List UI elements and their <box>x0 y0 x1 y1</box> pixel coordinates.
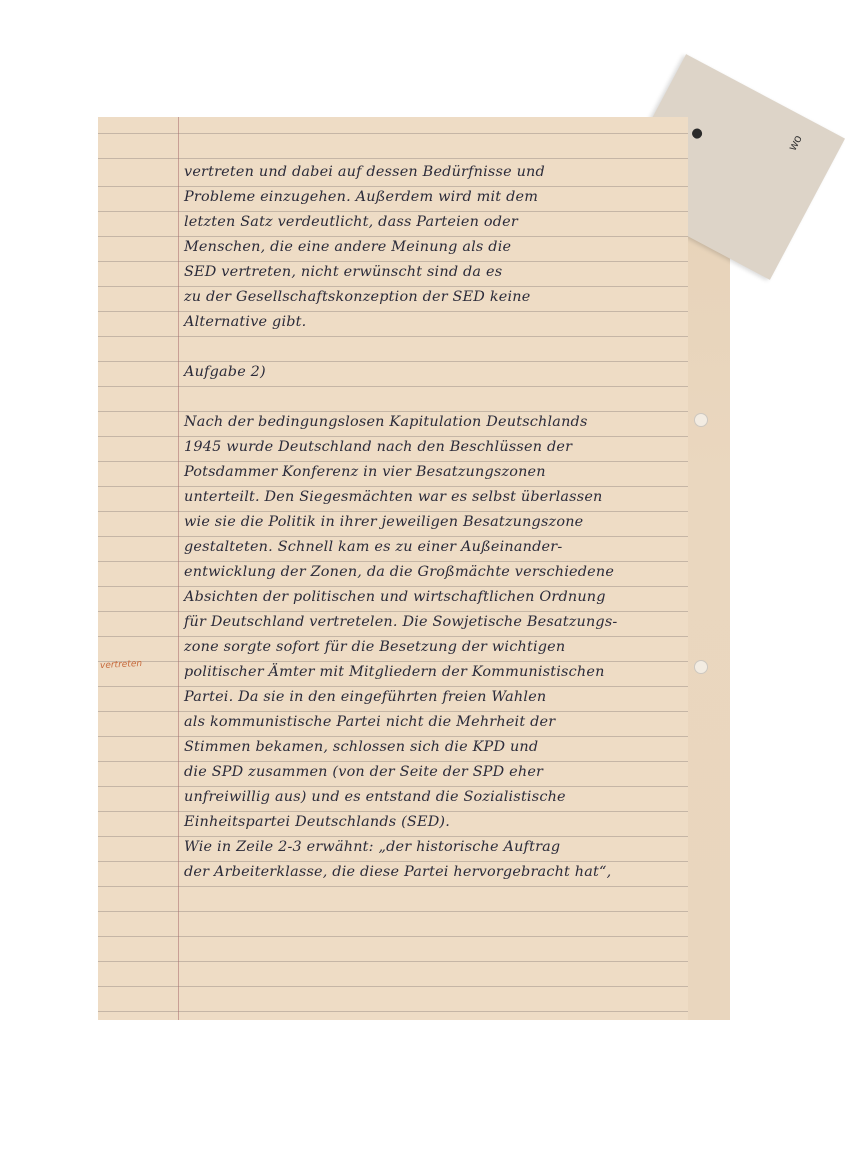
blank-line <box>184 385 704 410</box>
text-line: 1945 wurde Deutschland nach den Beschlüssen der <box>184 439 573 455</box>
text-line: unfreiwillig aus) und es entstand die Sozialistische <box>184 789 566 805</box>
text-line: Wie in Zeile 2-3 erwähnt: „der historische Auftrag <box>184 839 561 855</box>
text-line: für Deutschland vertretelen. Die Sowjetische Besatzungs- <box>184 614 618 630</box>
text-line: Partei. Da sie in den eingeführten freien Wahlen <box>184 689 547 705</box>
text-line: Nach der bedingungslosen Kapitulation Deutschlands <box>184 414 588 430</box>
margin-line <box>178 117 179 1020</box>
text-line: gestalteten. Schnell kam es zu einer Außeinander- <box>184 539 563 555</box>
notebook-photo <box>98 117 805 1020</box>
text-line: die SPD zusammen (von der Seite der SPD eher <box>184 764 544 780</box>
text-line: Potsdammer Konferenz in vier Besatzungszonen <box>184 464 546 480</box>
text-line: Aufgabe 2) <box>184 364 266 380</box>
text-line: Einheitspartei Deutschlands (SED). <box>184 814 451 830</box>
text-line: unterteilt. Den Siegesmächten war es selbst überlassen <box>184 489 603 505</box>
blank-line <box>184 335 704 360</box>
text-line: letzten Satz verdeutlicht, dass Parteien oder <box>184 214 518 230</box>
text-line: zu der Gesellschaftskonzeption der SED keine <box>184 289 531 305</box>
text-line: Alternative gibt. <box>184 314 307 330</box>
text-line: Menschen, die eine andere Meinung als die <box>184 239 512 255</box>
text-line: SED vertreten, nicht erwünscht sind da es <box>184 264 503 280</box>
lined-paper-sheet <box>98 117 688 1020</box>
text-line: vertreten und dabei auf dessen Bedürfnisse und <box>184 164 545 180</box>
text-line: Absichten der politischen und wirtschaftlichen Ordnung <box>184 589 606 605</box>
text-line: Stimmen bekamen, schlossen sich die KPD und <box>184 739 539 755</box>
handwritten-text <box>184 160 704 885</box>
punch-hole <box>690 127 704 141</box>
text-line: wie sie die Politik in ihrer jeweiligen Besatzungszone <box>184 514 584 530</box>
background-sheet-text: wo <box>785 132 805 153</box>
text-line: politischer Ämter mit Mitgliedern der Kommunistischen <box>184 664 605 680</box>
text-line: der Arbeiterklasse, die diese Partei hervorgebracht hat“, <box>184 864 612 880</box>
text-line: zone sorgte sofort für die Besetzung der wichtigen <box>184 639 566 655</box>
text-line: Probleme einzugehen. Außerdem wird mit dem <box>184 189 539 205</box>
text-line: entwicklung der Zonen, da die Großmächte verschiedene <box>184 564 615 580</box>
margin-note: vertreten <box>99 658 143 672</box>
text-line: als kommunistische Partei nicht die Mehrheit der <box>184 714 556 730</box>
